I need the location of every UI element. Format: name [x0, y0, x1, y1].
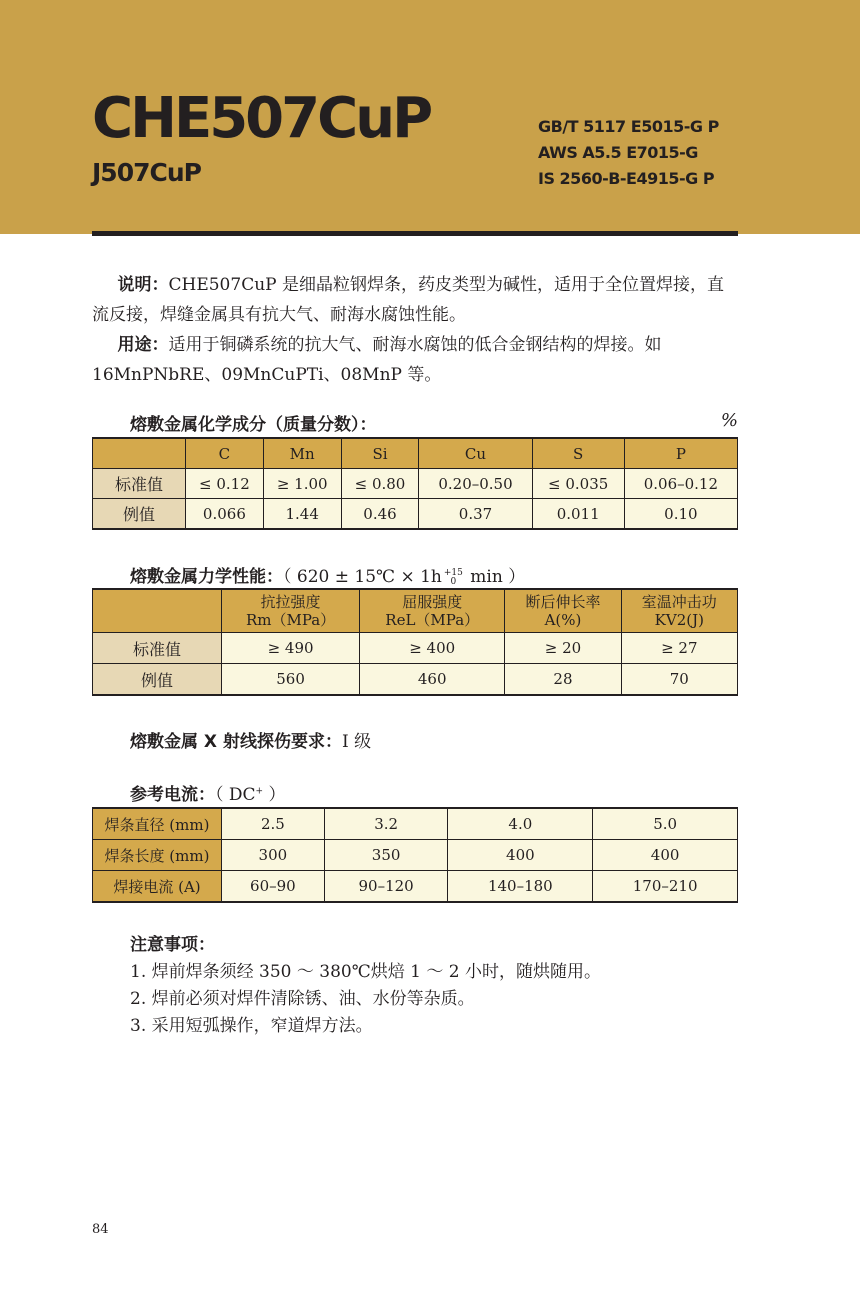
product-title: CHE507CuP: [92, 86, 431, 151]
table-cell: 300: [222, 840, 325, 871]
table-cell: ≤ 0.80: [341, 469, 419, 499]
table-row: [93, 499, 738, 530]
table-cell: 140–180: [448, 871, 593, 903]
current-heading: 参考电流：（ DC+ ）: [130, 785, 286, 805]
page-number: 84: [92, 1222, 109, 1237]
table-cell: 0.37: [419, 499, 532, 530]
column-header: S: [532, 438, 624, 469]
column-header: 屈服强度 ReL（MPa）: [360, 589, 505, 633]
column-header: P: [624, 438, 737, 469]
chem-table: [92, 437, 738, 530]
table-header-row: [93, 438, 738, 469]
description-text: CHE507CuP 是细晶粒钢焊条，药皮类型为碱性，适用于全位置焊接，直流反接，焊缝金属具有抗大气、耐海水腐蚀性能。: [92, 275, 724, 325]
chem-unit: %: [720, 410, 738, 431]
table-cell: ≥ 400: [360, 633, 505, 664]
mech-table: [92, 588, 738, 696]
intro-text: [92, 270, 738, 390]
heat-treatment-close: min ）: [464, 567, 526, 587]
table-cell: 70: [621, 664, 737, 696]
standard-aws: AWS A5.5 E7015-G: [538, 143, 698, 162]
table-cell: 90–120: [324, 871, 448, 903]
note-item: 1. 焊前焊条须经 350 ～ 380℃烘焙 1 ～ 2 小时，随烘随用。: [130, 962, 601, 982]
standards-list: [538, 114, 719, 192]
table-cell: 60–90: [222, 871, 325, 903]
row-label: 焊条长度 (mm): [93, 840, 222, 871]
table-cell: 0.10: [624, 499, 737, 530]
table-cell: 400: [593, 840, 738, 871]
column-header: C: [186, 438, 264, 469]
description-paragraph: [92, 270, 738, 330]
chem-heading: 熔敷金属化学成分（质量分数）：: [130, 415, 377, 435]
note-item: 2. 焊前必须对焊件清除锈、油、水份等杂质。: [130, 989, 475, 1009]
column-header: Cu: [419, 438, 532, 469]
table-row: [93, 840, 738, 871]
table-cell: 400: [448, 840, 593, 871]
heat-treatment-tolerance: +15 0: [443, 567, 463, 587]
table-cell: 0.066: [186, 499, 264, 530]
table-cell: ≤ 0.12: [186, 469, 264, 499]
table-cell: 4.0: [448, 808, 593, 840]
table-cell: ≥ 27: [621, 633, 737, 664]
table-cell: 1.44: [263, 499, 341, 530]
usage-paragraph: [92, 330, 738, 390]
table-header-row: [93, 589, 738, 633]
table-cell: 460: [360, 664, 505, 696]
note-item: 3. 采用短弧操作，窄道焊方法。: [130, 1016, 373, 1036]
row-label: 例值: [93, 664, 222, 696]
xray-value: I 级: [341, 732, 372, 752]
standard-is: IS 2560-B-E4915-G P: [538, 169, 715, 188]
mech-heading: 熔敷金属力学性能：（ 620 ± 15℃ × 1h +15 0 min ）: [130, 567, 526, 587]
usage-label: 用途：: [117, 335, 169, 355]
table-cell: 350: [324, 840, 448, 871]
heat-treatment-open: （ 620 ± 15℃ × 1h: [283, 567, 442, 587]
table-cell: 5.0: [593, 808, 738, 840]
table-cell: ≥ 1.00: [263, 469, 341, 499]
header-band: [0, 0, 860, 234]
table-cell: ≤ 0.035: [532, 469, 624, 499]
table-cell: 0.06–0.12: [624, 469, 737, 499]
row-label: 焊条直径 (mm): [93, 808, 222, 840]
current-table: [92, 807, 738, 903]
column-header: Si: [341, 438, 419, 469]
table-row: [93, 871, 738, 903]
row-label: 标准值: [93, 469, 186, 499]
table-row: [93, 808, 738, 840]
table-cell: 28: [505, 664, 621, 696]
current-type-close: ）: [263, 785, 286, 805]
table-corner-cell: [93, 589, 222, 633]
description-label: 说明：: [117, 275, 169, 295]
table-cell: ≥ 20: [505, 633, 621, 664]
row-label: 标准值: [93, 633, 222, 664]
product-subtitle: J507CuP: [92, 158, 201, 187]
table-cell: 0.46: [341, 499, 419, 530]
table-corner-cell: [93, 438, 186, 469]
usage-text: 适用于铜磷系统的抗大气、耐海水腐蚀的低合金钢结构的焊接。如 16MnPNbRE、09MnCuPTi、08MnP 等。: [92, 335, 662, 385]
table-cell: 0.011: [532, 499, 624, 530]
column-header: 断后伸长率 A(%): [505, 589, 621, 633]
row-label: 焊接电流 (A): [93, 871, 222, 903]
table-row: [93, 633, 738, 664]
table-cell: ≥ 490: [222, 633, 360, 664]
table-cell: 3.2: [324, 808, 448, 840]
column-header: Mn: [263, 438, 341, 469]
notes-section: [130, 932, 601, 1040]
row-label: 例值: [93, 499, 186, 530]
table-cell: 560: [222, 664, 360, 696]
header-rule: [92, 231, 738, 236]
table-cell: 170–210: [593, 871, 738, 903]
xray-heading: 熔敷金属 X 射线探伤要求：I 级: [130, 732, 372, 752]
table-row: [93, 664, 738, 696]
table-cell: 2.5: [222, 808, 325, 840]
table-row: [93, 469, 738, 499]
current-type-open: （ DC: [215, 785, 256, 805]
standard-gb: GB/T 5117 E5015-G P: [538, 117, 719, 136]
current-polarity: +: [255, 786, 264, 797]
column-header: 室温冲击功 KV2(J): [621, 589, 737, 633]
notes-heading: 注意事项：: [130, 935, 215, 955]
table-cell: 0.20–0.50: [419, 469, 532, 499]
column-header: 抗拉强度 Rm（MPa）: [222, 589, 360, 633]
